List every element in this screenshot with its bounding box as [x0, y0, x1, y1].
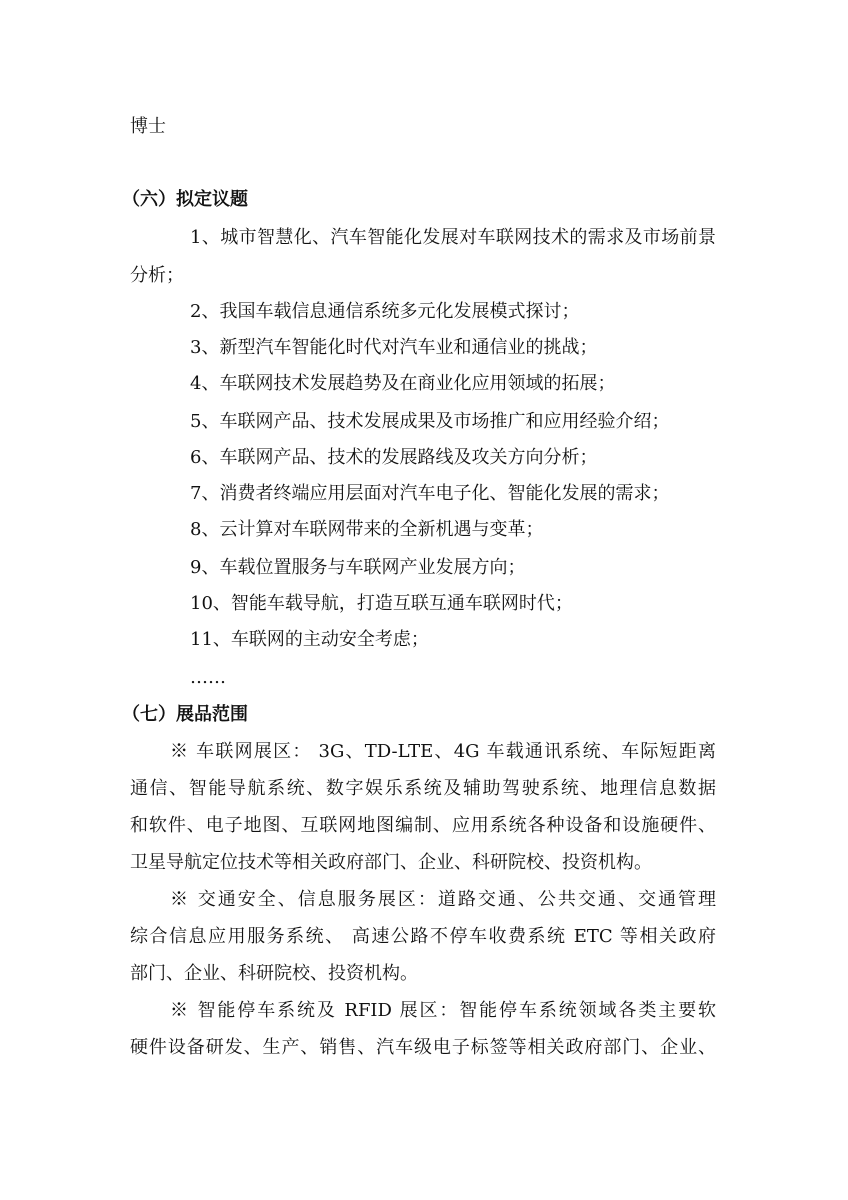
agenda-item-8: 8、云计算对车联网带来的全新机遇与变革； — [190, 519, 544, 540]
agenda-item-4: 4、车联网技术发展趋势及在商业化应用领域的拓展； — [190, 373, 616, 394]
agenda-item-3: 3、新型汽车智能化时代对汽车业和通信业的挑战； — [190, 337, 598, 358]
zone2-line-1: ※ 交通安全、信息服务展区：道路交通、公共交通、交通管理 — [170, 889, 716, 910]
agenda-item-6: 6、车联网产品、技术的发展路线及攻关方向分析； — [190, 447, 598, 468]
agenda-item-2: 2、我国车载信息通信系统多元化发展模式探讨； — [190, 301, 580, 322]
agenda-item-11: 11、车联网的主动安全考虑； — [190, 629, 429, 650]
intro-text: 博士 — [130, 116, 166, 137]
zone1-line-3: 和软件、电子地图、互联网地图编制、应用系统各种设备和设施硬件、 — [130, 815, 716, 836]
agenda-item-1: 1、城市智慧化、汽车智能化发展对车联网技术的需求及市场前景 — [190, 227, 716, 248]
zone1-line-1: ※ 车联网展区： 3G、TD-LTE、4G 车载通讯系统、车际短距离 — [170, 741, 716, 762]
zone3-line-1: ※ 智能停车系统及 RFID 展区：智能停车系统领域各类主要软 — [170, 1000, 716, 1021]
agenda-item-9: 9、车载位置服务与车联网产业发展方向； — [190, 557, 526, 578]
agenda-ellipsis: …… — [190, 667, 226, 688]
section6-heading: （六）拟定议题 — [122, 189, 248, 210]
zone2-line-3: 部门、企业、科研院校、投资机构。 — [130, 963, 418, 984]
agenda-item-5: 5、车联网产品、技术发展成果及市场推广和应用经验介绍； — [190, 411, 670, 432]
zone1-line-2: 通信、智能导航系统、数字娱乐系统及辅助驾驶系统、地理信息数据 — [130, 778, 716, 799]
agenda-item-7: 7、消费者终端应用层面对汽车电子化、智能化发展的需求； — [190, 483, 670, 504]
agenda-item-10: 10、智能车载导航，打造互联互通车联网时代； — [190, 593, 573, 614]
zone3-line-2: 硬件设备研发、生产、销售、汽车级电子标签等相关政府部门、企业、 — [130, 1037, 716, 1058]
agenda-item-1-cont: 分析； — [130, 265, 184, 286]
zone1-line-4: 卫星导航定位技术等相关政府部门、企业、科研院校、投资机构。 — [130, 852, 652, 873]
section7-heading: （七）展品范围 — [122, 704, 248, 725]
zone2-line-2: 综合信息应用服务系统、 高速公路不停车收费系统 ETC 等相关政府 — [130, 926, 716, 947]
